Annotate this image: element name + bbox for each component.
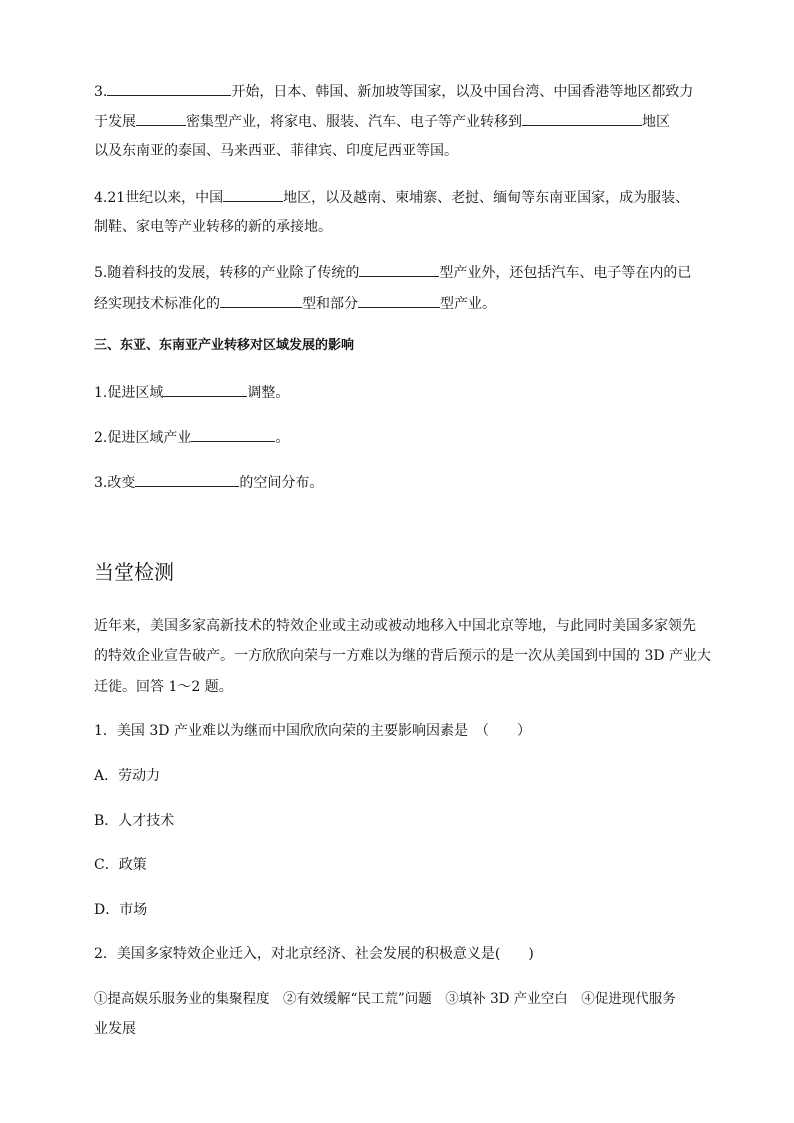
item-3-text: 开始，日本、韩国、新加坡等国家，以及中国台湾、中国香港等地区都致力 bbox=[231, 84, 694, 100]
item-3-text: 密集型产业，将家电、服装、汽车、电子等产业转移到 bbox=[186, 114, 522, 130]
answer-blank bbox=[358, 292, 440, 308]
item-3-text: 于发展 bbox=[94, 114, 136, 130]
impact-text: 3.改变 bbox=[94, 475, 136, 491]
section-3-heading: 三、东亚、东南亚产业转移对区域发展的影响 bbox=[94, 338, 355, 353]
answer-blank bbox=[220, 292, 302, 308]
item-5-text: 型产业外，还包括汽车、电子等在内的已 bbox=[439, 265, 692, 281]
question-2: 2．美国多家特效企业迁入，对北京经济、社会发展的积极意义是( ) bbox=[94, 946, 534, 962]
item-5-text: 5.随着科技的发展，转移的产业除了传统的 bbox=[94, 265, 360, 281]
passage-line-2: 的特效企业宣告破产。一方欣欣向荣与一方难以为继的背后预示的是一次从美国到中国的 3D 产业大 bbox=[94, 648, 712, 664]
question-2-statements: ①提高娱乐服务业的集聚程度 ②有效缓解“民工荒”问题 ③填补 3D 产业空白 ④促进现代服务 bbox=[94, 991, 676, 1007]
answer-blank bbox=[191, 426, 275, 442]
impact-item-2 bbox=[94, 426, 289, 448]
item-3-line-2 bbox=[94, 110, 670, 132]
impact-text: 2.促进区域产业 bbox=[94, 430, 192, 446]
item-5-line-2 bbox=[94, 292, 496, 314]
impact-text: 的空间分布。 bbox=[239, 475, 324, 491]
item-5-text: 型和部分 bbox=[302, 296, 358, 312]
impact-text: 。 bbox=[275, 430, 290, 446]
impact-item-3 bbox=[94, 471, 323, 493]
item-5-line-1 bbox=[94, 261, 691, 283]
question-1: 1．美国 3D 产业难以为继而中国欣欣向荣的主要影响因素是 （ ） bbox=[94, 723, 531, 739]
option-a: A．劳动力 bbox=[94, 768, 161, 784]
passage-line-3: 迁徙。回答 1～2 题。 bbox=[94, 679, 233, 695]
answer-blank bbox=[359, 261, 439, 277]
item-4-line-1 bbox=[94, 186, 689, 208]
section-title: 当堂检测 bbox=[94, 560, 174, 584]
item-5-text: 经实现技术标准化的 bbox=[94, 296, 220, 312]
option-c: C．政策 bbox=[94, 857, 147, 873]
option-d: D．市场 bbox=[94, 902, 148, 918]
answer-blank bbox=[522, 110, 642, 126]
impact-item-1 bbox=[94, 381, 289, 403]
answer-blank bbox=[107, 80, 231, 96]
item-3-number: 3. bbox=[94, 84, 108, 100]
item-4-text: 制鞋、家电等产业转移的新的承接地。 bbox=[94, 219, 332, 235]
answer-blank bbox=[163, 381, 247, 397]
item-3-text: 地区 bbox=[642, 114, 670, 130]
item-4-line-2 bbox=[94, 217, 332, 237]
item-4-text: 地区，以及越南、柬埔寨、老挝、缅甸等东南亚国家，成为服装、 bbox=[283, 190, 690, 206]
option-b: B．人才技术 bbox=[94, 813, 175, 829]
item-3-text: 以及东南亚的泰国、马来西亚、菲律宾、印度尼西亚等国。 bbox=[94, 143, 458, 159]
item-4-text: 4.21世纪以来，中国 bbox=[94, 190, 224, 206]
answer-blank bbox=[223, 186, 283, 202]
item-5-text: 型产业。 bbox=[440, 296, 496, 312]
item-3-line-3 bbox=[94, 141, 458, 161]
passage-line-1: 近年来，美国多家高新技术的特效企业或主动或被动地移入中国北京等地，与此同时美国多家领先 bbox=[94, 618, 696, 634]
item-3-line-1 bbox=[94, 80, 693, 102]
question-2-statements-cont: 业发展 bbox=[94, 1021, 136, 1037]
impact-text: 调整。 bbox=[247, 385, 290, 401]
impact-text: 1.促进区域 bbox=[94, 385, 164, 401]
answer-blank bbox=[136, 110, 186, 126]
answer-blank bbox=[135, 471, 239, 487]
